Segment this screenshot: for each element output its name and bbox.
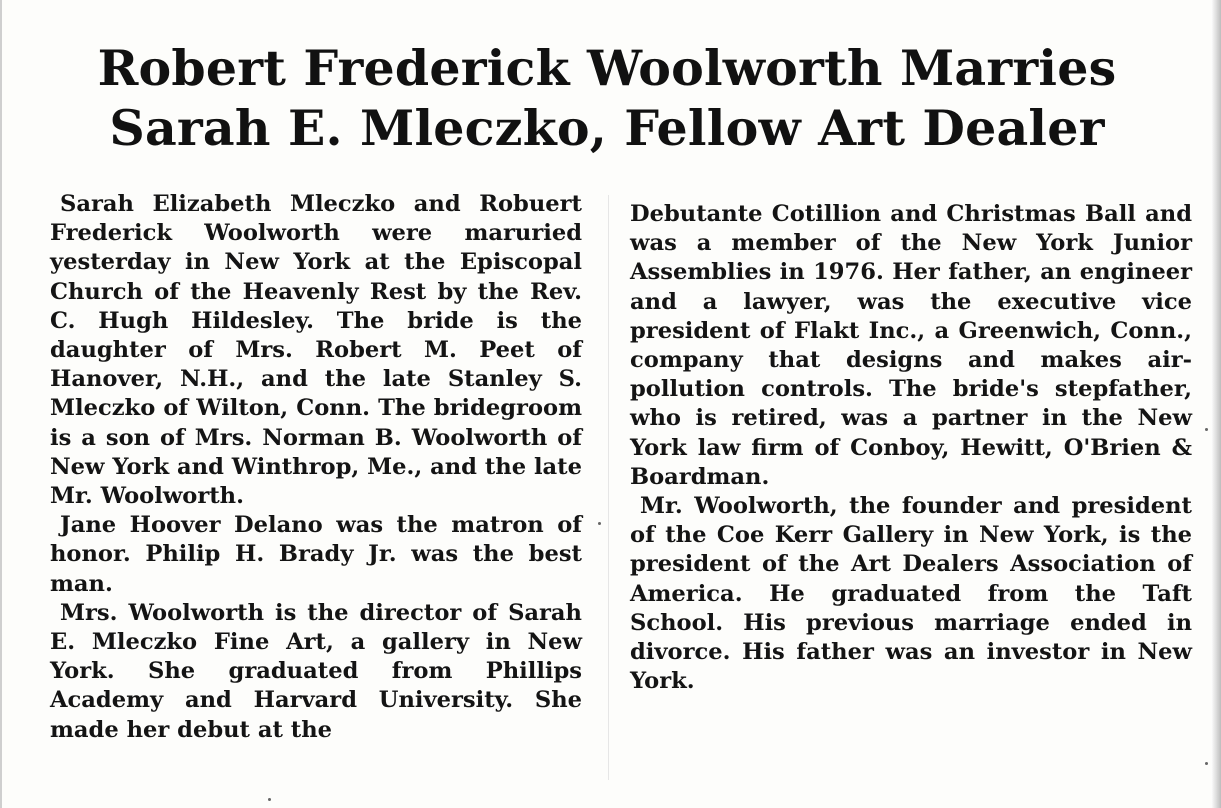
- left-column: [50, 190, 582, 745]
- paragraph-groom-background: Mr. Woolworth, the founder and president of the Coe Kerr Gallery in New York, is the president of the Art Dealers Association of America. He graduated from the Taft School. His previous marriage ended in divorce. His father was an investor in New York.: [630, 493, 1192, 695]
- print-speck: [1205, 428, 1208, 431]
- print-speck: [1205, 762, 1208, 765]
- headline-line-2: Sarah E. Mleczko, Fellow Art Dealer: [109, 99, 1105, 157]
- right-column: [630, 200, 1192, 696]
- headline-line-1: Robert Frederick Woolworth Marries: [97, 39, 1117, 97]
- print-speck: [268, 798, 271, 801]
- paragraph-bride-background: Mrs. Woolworth is the director of Sarah E. Mleczko Fine Art, a gallery in New York. She graduated from Phillips Academy and Harvard University. She made her debut at the: [50, 599, 582, 743]
- scan-edge: [1211, 0, 1221, 808]
- column-divider: [608, 195, 609, 780]
- paragraph-wedding-announcement: Sarah Elizabeth Mleczko and Robuert Frederick Woolworth were maruried yesterday in New York at the Episcopal Church of the Heavenly Rest by the Rev. C. Hugh Hildesley. The bride is the daughter of Mrs. Robert M. Peet of Hanover, N.H., and the late Stanley S. Mleczko of Wilton, Conn. The bridegroom is a son of Mrs. Norman B. Woolworth of New York and Winthrop, Me., and the late Mr. Woolworth.: [50, 191, 582, 510]
- headline: [2, 38, 1212, 158]
- paragraph-bride-family: Debutante Cotillion and Christmas Ball and was a member of the New York Junior Assemblies in 1976. Her father, an engineer and a lawyer, was the executive vice president of Flakt Inc., a Greenwich, Conn., company that designs and makes air-pollution controls. The bride's stepfather, who is retired, was a partner in the New York law firm of Conboy, Hewitt, O'Brien & Boardman.: [630, 201, 1192, 490]
- print-speck: [598, 522, 601, 525]
- paragraph-wedding-party: Jane Hoover Delano was the matron of honor. Philip H. Brady Jr. was the best man.: [50, 512, 582, 597]
